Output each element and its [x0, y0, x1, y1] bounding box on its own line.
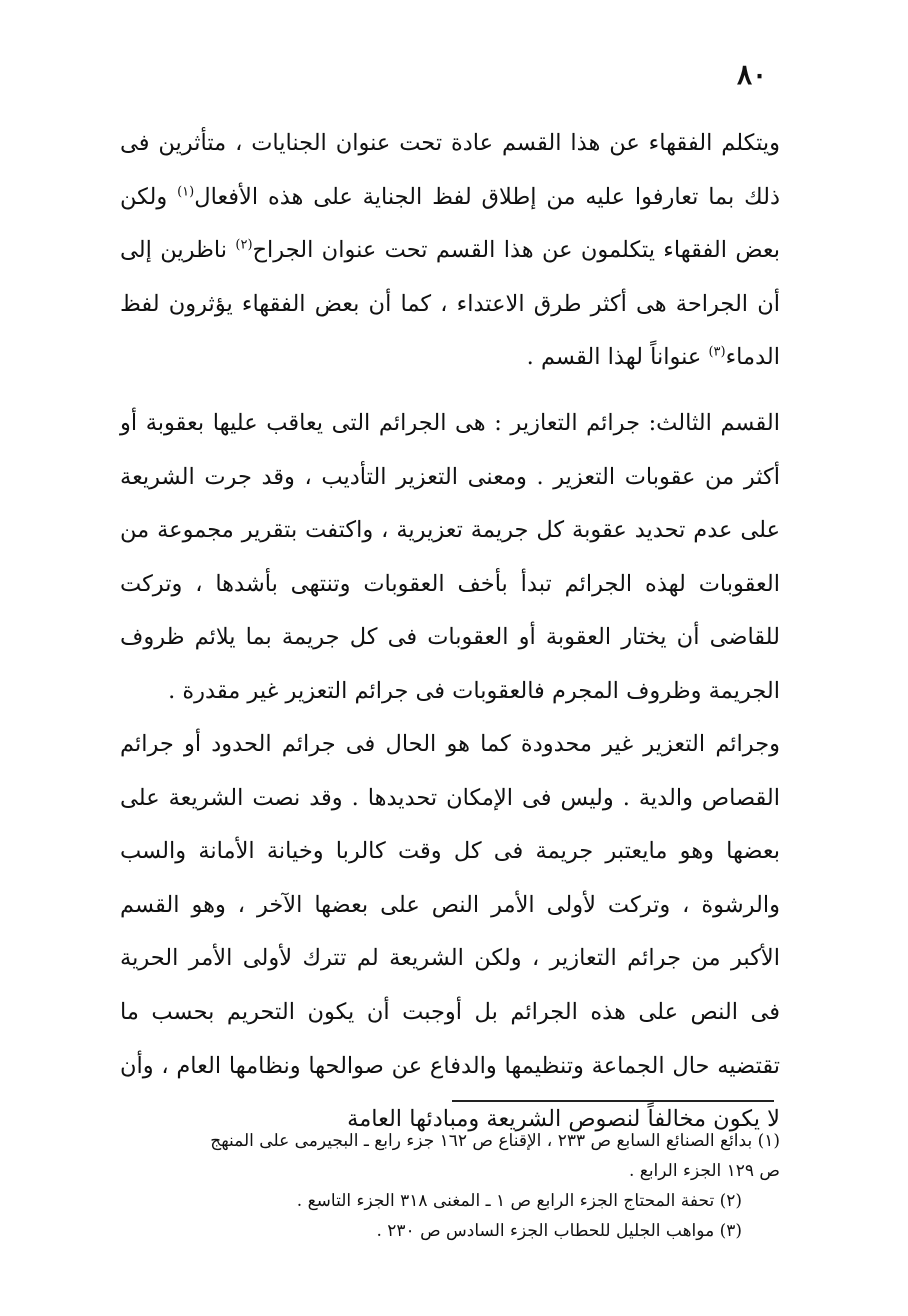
footnote-2: (٢) تحفة المحتاج الجزء الرابع ص ١ ـ المغنى ٣١٨ الجزء التاسع .	[296, 1191, 742, 1211]
paragraph-2-text: القسم الثالث: جرائم التعازير : هى الجرائم التى يعاقب عليها بعقوبة أو أكثر من عقوبات التعزير . ومعنى التعزير التأديب ، وقد جرت الشريعة على عدم تحديد عقوبة كل جريمة تعزيرية ، واكتفت بتقرير مجموعة من العقوبات لهذه الجرائم تبدأ بأخف العقوبات وتنتهى بأشدها ، وتركت للقاضى أن يختار العقوبة أو العقوبات فى كل جريمة بما يلائم ظروف الجريمة وظروف المجرم فالعقوبات فى جرائم التعزير غير مقدرة .	[120, 410, 780, 704]
footnote-ref-2: (٢)	[235, 237, 253, 253]
footnote-1-line-1: (١) بدائع الصنائع السابع ص ٢٣٣ ، الإقناع ص ١٦٢ جزء رابع ـ البجيرمى على المنهج	[210, 1131, 780, 1151]
paragraph-1-segment-2: ولكن بعض الفقهاء يتكلمون عن هذا القسم تحت عنوان الجراح	[120, 183, 780, 264]
paragraph-1-segment-1: ويتكلم الفقهاء عن هذا القسم عادة تحت عنوان الجنايات ، متأثرين فى ذلك بما تعارفوا عليه من إطلاق لفظ الجناية على هذه الأفعال	[120, 130, 780, 210]
page-number: ٨٠	[736, 58, 768, 91]
footnote-1-line-2: ص ١٢٩ الجزء الرابع .	[628, 1161, 780, 1181]
paragraph-3	[120, 718, 780, 1147]
paragraph-1	[120, 117, 780, 385]
footnote-ref-3: (٣)	[708, 344, 726, 360]
footnote-ref-1: (١)	[177, 184, 195, 200]
paragraph-2	[120, 397, 780, 719]
footnote-3: (٣) مواهب الجليل للحطاب الجزء السادس ص ٢٣٠ .	[376, 1221, 742, 1241]
footnotes	[118, 1126, 780, 1246]
paragraph-1-segment-3: ناظرين إلى أن الجراحة هى أكثر طرق الاعتداء ، كما أن بعض الفقهاء يؤثرون لفظ الدماء	[120, 237, 780, 371]
paragraph-1-text	[120, 117, 780, 385]
paragraph-3-text: وجرائم التعزير غير محدودة كما هو الحال فى جرائم الحدود أو جرائم القصاص والدية . وليس فى الإمكان تحديدها . وقد نصت الشريعة على بعضها وهو مايعتبر جريمة فى كل وقت كالربا وخيانة الأمانة والسب والرشوة ، وتركت لأولى الأمر النص على بعضها الآخر ، وهو القسم الأكبر من جرائم التعازير ، ولكن الشريعة لم تترك لأولى الأمر الحرية فى النص على هذه الجرائم بل أوجبت أن يكون التحريم بحسب ما تقتضيه حال الجماعة وتنظيمها والدفاع عن صوالحها ونظامها العام ، وأن لا يكون مخالفاً لنصوص الشريعة ومبادئها العامة	[120, 731, 780, 1133]
paragraph-1-segment-4: عنواناً لهذا القسم .	[526, 344, 709, 371]
footnote-divider	[452, 1100, 774, 1102]
